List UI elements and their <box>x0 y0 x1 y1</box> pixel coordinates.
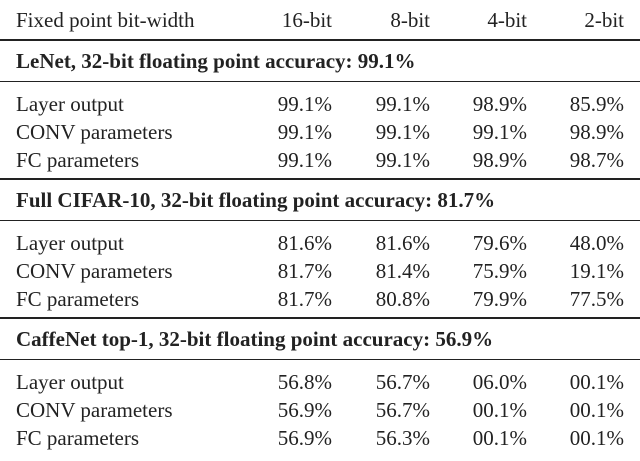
table-row <box>0 146 640 174</box>
cell-value: 56.9% <box>277 398 332 422</box>
cell-value: 81.6% <box>277 231 332 255</box>
row-label: FC parameters <box>16 426 140 450</box>
header-col-8bit: 8-bit <box>390 8 430 32</box>
cell-value: 98.7% <box>569 148 624 172</box>
row-label: Layer output <box>16 92 124 116</box>
cell-value: 99.1% <box>277 92 332 116</box>
header-col-2bit: 2-bit <box>584 8 624 32</box>
row-label: CONV parameters <box>16 398 173 422</box>
cell-value: 00.1% <box>472 398 527 422</box>
cell-value: 99.1% <box>375 92 430 116</box>
cell-value: 99.1% <box>277 120 332 144</box>
cell-value: 06.0% <box>472 370 527 394</box>
row-label: CONV parameters <box>16 120 173 144</box>
table-row <box>0 118 640 146</box>
cell-value: 00.1% <box>569 370 624 394</box>
cell-value: 77.5% <box>569 287 624 311</box>
cell-value: 81.6% <box>375 231 430 255</box>
cell-value: 81.7% <box>277 287 332 311</box>
cell-value: 00.1% <box>569 398 624 422</box>
header-label: Fixed point bit-width <box>16 8 195 32</box>
cell-value: 81.7% <box>277 259 332 283</box>
cell-value: 48.0% <box>569 231 624 255</box>
cell-value: 99.1% <box>375 148 430 172</box>
table-row <box>0 229 640 257</box>
cell-value: 80.8% <box>375 287 430 311</box>
rule-after-caffenet-title <box>0 359 640 360</box>
cell-value: 79.9% <box>472 287 527 311</box>
cell-value: 99.1% <box>375 120 430 144</box>
rule-top-caffenet <box>0 317 640 319</box>
section-title-cifar: Full CIFAR-10, 32-bit floating point accuracy: 81.7% <box>16 188 496 212</box>
row-label: Layer output <box>16 370 124 394</box>
row-label: Layer output <box>16 231 124 255</box>
cell-value: 98.9% <box>569 120 624 144</box>
section-title-caffenet: CaffeNet top-1, 32-bit floating point accuracy: 56.9% <box>16 327 494 351</box>
section-caffenet-title-row <box>0 325 640 353</box>
cell-value: 85.9% <box>569 92 624 116</box>
cell-value: 98.9% <box>472 148 527 172</box>
cell-value: 56.8% <box>277 370 332 394</box>
section-cifar-title-row <box>0 186 640 214</box>
table-row <box>0 396 640 424</box>
cell-value: 75.9% <box>472 259 527 283</box>
cell-value: 56.9% <box>277 426 332 450</box>
table-row <box>0 424 640 452</box>
row-label: FC parameters <box>16 148 140 172</box>
cell-value: 79.6% <box>472 231 527 255</box>
header-row <box>0 6 640 34</box>
table-row <box>0 257 640 285</box>
row-label: FC parameters <box>16 287 140 311</box>
cell-value: 56.7% <box>375 398 430 422</box>
table-row <box>0 368 640 396</box>
cell-value: 99.1% <box>277 148 332 172</box>
cell-value: 98.9% <box>472 92 527 116</box>
cell-value: 56.3% <box>375 426 430 450</box>
section-lenet-title-row <box>0 47 640 75</box>
cell-value: 99.1% <box>472 120 527 144</box>
cell-value: 19.1% <box>569 259 624 283</box>
header-col-16bit: 16-bit <box>281 8 332 32</box>
rule-after-cifar-title <box>0 220 640 221</box>
table-row <box>0 285 640 313</box>
section-title-lenet: LeNet, 32-bit floating point accuracy: 99.1% <box>16 49 416 73</box>
header-col-4bit: 4-bit <box>487 8 527 32</box>
rule-top-lenet <box>0 39 640 41</box>
table-row <box>0 90 640 118</box>
cell-value: 56.7% <box>375 370 430 394</box>
rule-top-cifar <box>0 178 640 180</box>
row-label: CONV parameters <box>16 259 173 283</box>
rule-after-lenet-title <box>0 81 640 82</box>
cell-value: 81.4% <box>375 259 430 283</box>
cell-value: 00.1% <box>569 426 624 450</box>
cell-value: 00.1% <box>472 426 527 450</box>
